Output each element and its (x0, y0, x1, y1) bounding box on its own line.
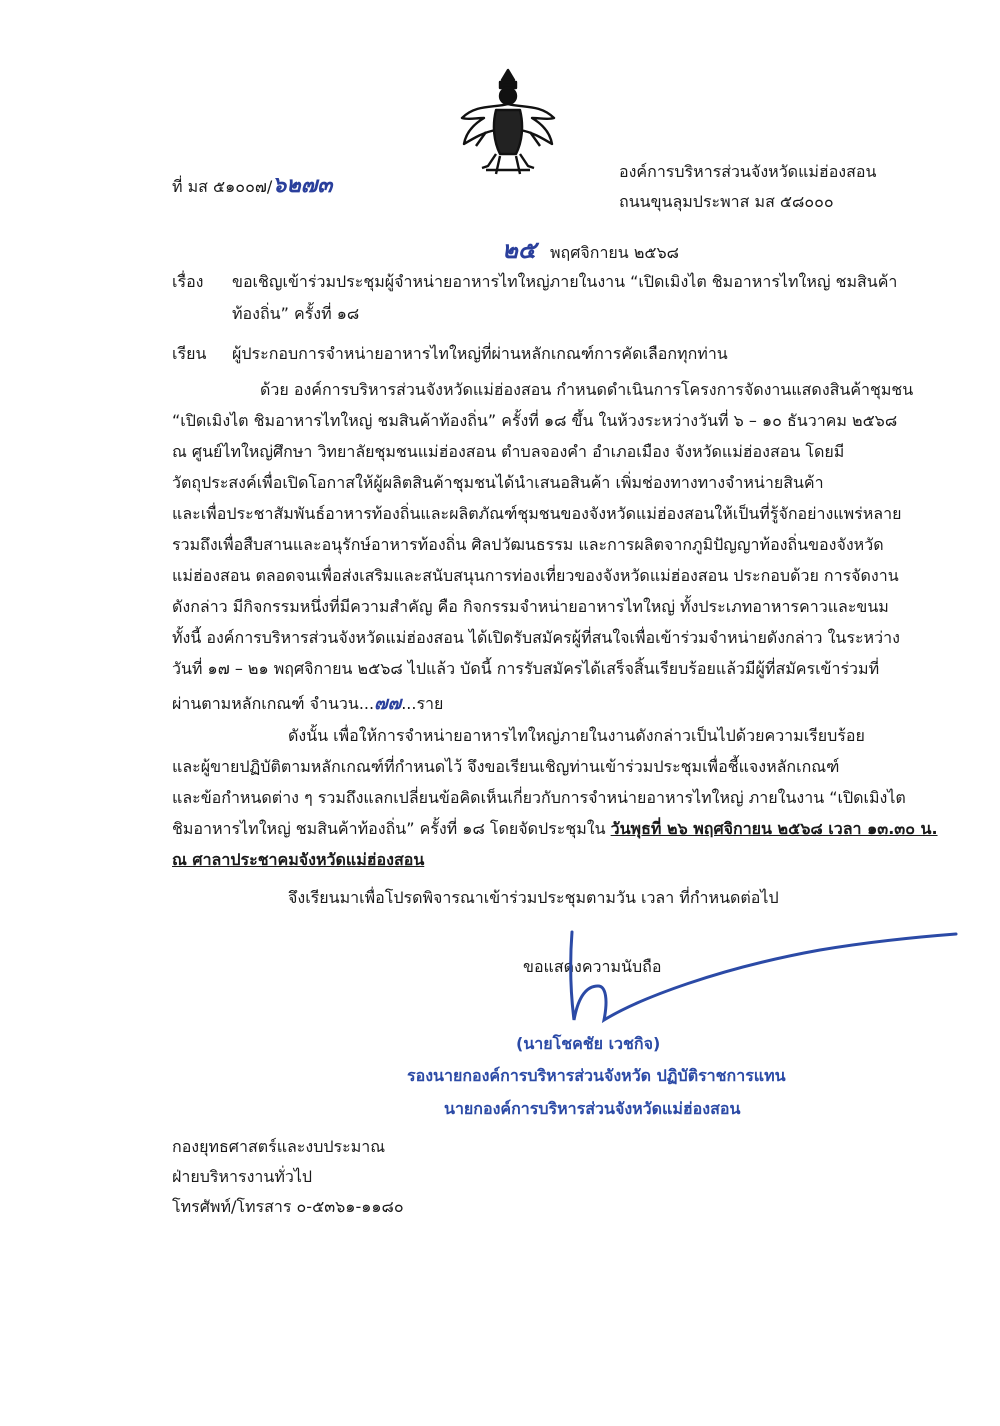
footer-section: ฝ่ายบริหารงานทั่วไป (172, 1167, 313, 1186)
salutation-text: ผู้ประกอบการจำหน่ายอาหารไทใหญ่ที่ผ่านหลักเกณฑ์การคัดเลือกทุกท่าน (232, 344, 728, 363)
sender-address-line1: องค์การบริหารส่วนจังหวัดแม่ฮ่องสอน (619, 162, 877, 181)
para2-line: และข้อกำหนดต่าง ๆ รวมถึงแลกเปลี่ยนข้อคิดเห็นเกี่ยวกับการจำหน่ายอาหารไทใหญ่ ภายในงาน “เปิดเมิงไต (172, 788, 906, 807)
para2-line (172, 817, 938, 842)
para1-line: ณ ศูนย์ไทใหญ่ศึกษา วิทยาลัยชุมชนแม่ฮ่องสอน ตำบลจองคำ อำเภอเมือง จังหวัดแม่ฮ่องสอน โดยมี (172, 442, 845, 461)
para1-line: ทั้งนี้ องค์การบริหารส่วนจังหวัดแม่ฮ่องสอน ได้เปิดรับสมัครผู้ที่สนใจเพื่อเข้าร่วมจำหน่ายดังกล่าว ในระหว่าง (172, 628, 900, 647)
date-month-year: พฤศจิกายน ๒๕๖๘ (549, 243, 679, 262)
para1-line: ด้วย องค์การบริหารส่วนจังหวัดแม่ฮ่องสอน กำหนดดำเนินการโครงการจัดงานแสดงสินค้าชุมชน (260, 380, 914, 399)
para1-line: แม่ฮ่องสอน ตลอดจนเพื่อส่งเสริมและสนับสนุนการท่องเที่ยวของจังหวัดแม่ฮ่องสอน ประกอบด้วย การจัดงาน (172, 566, 899, 585)
garuda-emblem (456, 66, 560, 178)
footer-phone: โทรศัพท์/โทรสาร ๐-๕๓๖๑-๑๑๘๐ (172, 1197, 404, 1216)
applicant-count-dots: ... (358, 694, 375, 713)
para1-line: รวมถึงเพื่อสืบสานและอนุรักษ์อาหารท้องถิ่น ศิลปวัฒนธรรม และการผลิตจากภูมิปัญญาท้องถิ่นของจังหวัด (172, 535, 884, 554)
sender-address-line2: ถนนขุนลุมประพาส มส ๕๘๐๐๐ (619, 192, 834, 211)
para1-line: วัตถุประสงค์เพื่อเปิดโอกาสให้ผู้ผลิตสินค้าชุมชนได้นำเสนอสินค้า เพิ่มช่องทางทางจำหน่ายสินค้า (172, 473, 824, 492)
salutation-label: เรียน (172, 344, 207, 363)
reference-number (172, 167, 332, 202)
meeting-datetime: วันพุธที่ ๒๖ พฤศจิกายน ๒๕๖๘ เวลา ๑๓.๓๐ น. (610, 819, 938, 838)
applicant-count-prefix: ผ่านตามหลักเกณฑ์ จำนวน (172, 694, 359, 713)
para1-last-line (172, 688, 443, 717)
applicant-count-unit: ราย (416, 694, 444, 713)
footer-department: กองยุทธศาสตร์และงบประมาณ (172, 1137, 386, 1156)
subject-line2: ท้องถิ่น” ครั้งที่ ๑๘ (232, 304, 360, 323)
para1-line: ดังกล่าว มีกิจกรรมหนึ่งที่มีความสำคัญ คือ กิจกรรมจำหน่ายอาหารไทใหญ่ ทั้งประเภทอาหารคาวและขนม (172, 597, 889, 616)
subject-label: เรื่อง (172, 272, 204, 291)
applicant-count-dots: ... (401, 694, 417, 713)
subject-line1: ขอเชิญเข้าร่วมประชุมผู้จำหน่ายอาหารไทใหญ่ภายในงาน “เปิดเมิงไต ชิมอาหารไทใหญ่ ชมสินค้า (232, 272, 898, 291)
signer-title-line2: นายกองค์การบริหารส่วนจังหวัดแม่ฮ่องสอน (444, 1099, 741, 1118)
meeting-intro: ชิมอาหารไทใหญ่ ชมสินค้าท้องถิ่น” ครั้งที่ ๑๘ โดยจัดประชุมใน (172, 819, 611, 838)
signoff-text: ขอแสดงความนับถือ (523, 957, 662, 976)
para1-line: “เปิดเมิงไต ชิมอาหารไทใหญ่ ชมสินค้าท้องถิ่น” ครั้งที่ ๑๘ ขึ้น ในห้วงระหว่างวันที่ ๖ – ๑๐ ธันวาคม ๒๕๖๘ (172, 411, 898, 430)
signer-title-line1: รองนายกองค์การบริหารส่วนจังหวัด ปฏิบัติราชการแทน (407, 1066, 786, 1085)
applicant-count-handwritten: ๗๗ (374, 693, 402, 714)
para2-line: ดังนั้น เพื่อให้การจำหน่ายอาหารไทใหญ่ภายในงานดังกล่าวเป็นไปด้วยความเรียบร้อย (288, 726, 865, 745)
signer-name: (นายโชคชัย เวชกิจ) (516, 1034, 661, 1053)
para2-line: และผู้ขายปฏิบัติตามหลักเกณฑ์ที่กำหนดไว้ จึงขอเรียนเชิญท่านเข้าร่วมประชุมเพื่อชี้แจงหลักเกณฑ์ (172, 757, 840, 776)
date-day-handwritten: ๒๕ (502, 235, 536, 264)
meeting-venue: ณ ศาลาประชาคมจังหวัดแม่ฮ่องสอน (172, 850, 425, 869)
signature-mark (520, 928, 960, 1038)
closing-sentence: จึงเรียนมาเพื่อโปรดพิจารณาเข้าร่วมประชุมตามวัน เวลา ที่กำหนดต่อไป (288, 888, 779, 907)
reference-number-printed: ที่ มส ๕๑๐๐๗/ (172, 177, 273, 196)
para1-line: และเพื่อประชาสัมพันธ์อาหารท้องถิ่นและผลิตภัณฑ์ชุมชนของจังหวัดแม่ฮ่องสอนให้เป็นที่รู้จักอย่างแพร่หลาย (172, 504, 902, 523)
letter-date (502, 230, 679, 269)
para1-line: วันที่ ๑๗ – ๒๑ พฤศจิกายน ๒๕๖๘ ไปแล้ว บัดนี้ การรับสมัครได้เสร็จสิ้นเรียบร้อยแล้วมีผู้ที่สมัครเข้าร่วมที่ (172, 659, 880, 678)
reference-number-handwritten: ๖๒๗๓ (272, 172, 333, 198)
